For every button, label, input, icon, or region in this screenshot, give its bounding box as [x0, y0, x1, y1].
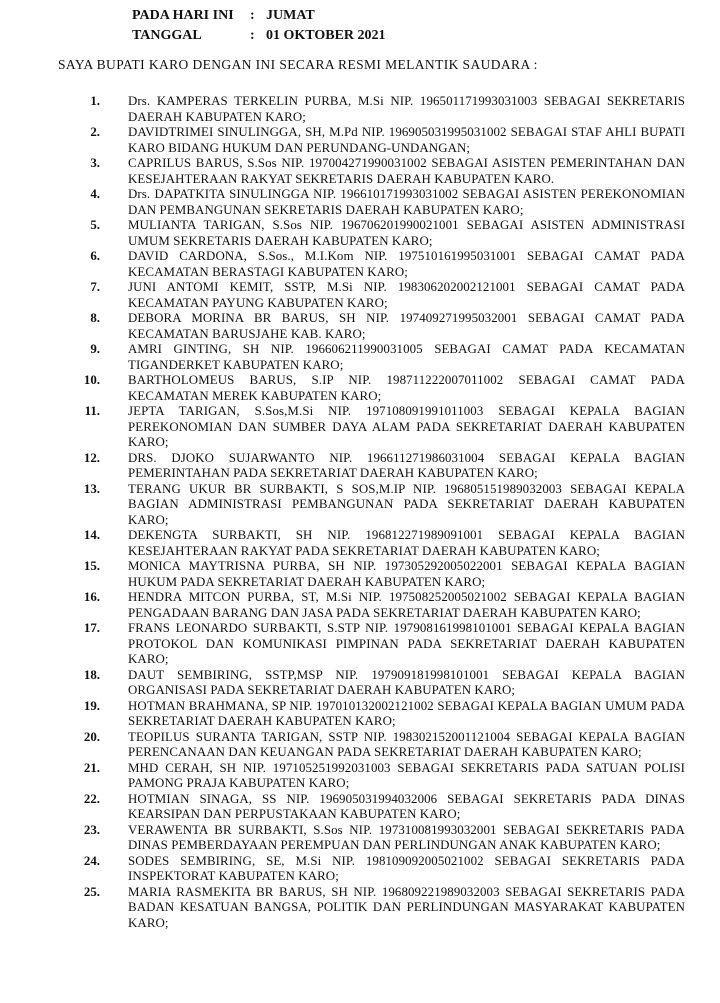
item-number: 7. — [90, 280, 100, 294]
item-text: TERANG UKUR BR SURBAKTI, S SOS,M.IP NIP. 196805151989032003 SEBAGAI KEPALA BAGIAN ADMINISTRASI PEMBANGUNAN PADA SEKRETARIAT DAERAH KABUPATEN KARO; — [128, 481, 685, 527]
item-number: 6. — [90, 249, 100, 263]
list-item — [58, 730, 688, 761]
item-number: 17. — [83, 621, 100, 635]
item-text: TEOPILUS SURANTA TARIGAN, SSTP NIP. 198302152001121004 SEBAGAI KEPALA BAGIAN PERENCANAAN DAN KEUANGAN PADA SEKRETARIAT DAERAH KABUPATEN KARO; — [128, 729, 685, 759]
day-row — [132, 6, 552, 26]
item-text: DAVID CARDONA, S.Sos., M.I.Kom NIP. 197510161995031001 SEBAGAI CAMAT PADA KECAMATAN BERASTAGI KABUPATEN KARO; — [128, 249, 685, 279]
item-number: 5. — [90, 218, 100, 232]
item-number: 8. — [90, 311, 100, 325]
item-text: DEKENGTA SURBAKTI, SH NIP. 196812271989091001 SEBAGAI KEPALA BAGIAN KESEJAHTERAAN RAKYAT PADA SEKRETARIAT DAERAH KABUPATEN KARO; — [128, 528, 685, 558]
item-text: HENDRA MITCON PURBA, ST, M.Si NIP. 197508252005021002 SEBAGAI KEPALA BAGIAN PENGADAAN BARANG DAN JASA PADA SEKRETARIAT DAERAH KABUPATEN KARO; — [128, 590, 685, 620]
list-item — [58, 590, 688, 621]
list-item — [58, 404, 688, 451]
item-number: 2. — [90, 125, 100, 139]
date-value: 01 OKTOBER 2021 — [266, 28, 386, 43]
list-item — [58, 156, 688, 187]
item-text: MARIA RASMEKITA BR BARUS, SH NIP. 196809221989032003 SEBAGAI SEKRETARIS PADA BADAN KESATUAN BANGSA, POLITIK DAN PERLINDUNGAN MASYARAKAT KABUPATEN KARO; — [128, 884, 685, 930]
list-item — [58, 761, 688, 792]
item-number: 22. — [83, 791, 100, 806]
list-item — [58, 311, 688, 342]
item-number: 11. — [84, 404, 100, 418]
item-number: 10. — [83, 373, 100, 387]
item-number: 1. — [90, 94, 100, 108]
appointee-list — [58, 94, 688, 931]
list-item — [58, 342, 688, 373]
item-text: JUNI ANTOMI KEMIT, SSTP, M.Si NIP. 198306202002121001 SEBAGAI CAMAT PADA KECAMATAN PAYUNG KABUPATEN KARO; — [128, 280, 685, 310]
list-item — [58, 280, 688, 311]
item-text: MHD CERAH, SH NIP. 197105251992031003 SEBAGAI SEKRETARIS PADA SATUAN POLISI PAMONG PRAJA KABUPATEN KARO; — [128, 760, 685, 790]
item-number: 13. — [83, 481, 100, 496]
item-text: DRS. DJOKO SUJARWANTO NIP. 196611271986031004 SEBAGAI KEPALA BAGIAN PEMERINTAHAN PADA SEKRETARIAT DAERAH KABUPATEN KARO; — [128, 450, 685, 480]
item-number: 21. — [83, 760, 100, 775]
list-item — [58, 218, 688, 249]
item-text: SODES SEMBIRING, SE, M.Si NIP. 198109092005021002 SEBAGAI SEKRETARIS PADA INSPEKTORAT KABUPATEN KARO; — [128, 853, 685, 883]
date-row — [132, 26, 552, 46]
item-number: 16. — [83, 590, 100, 604]
list-item — [58, 621, 688, 668]
item-number: 14. — [83, 528, 100, 542]
list-item — [58, 792, 688, 823]
item-text: AMRI GINTING, SH NIP. 196606211990031005 SEBAGAI CAMAT PADA KECAMATAN TIGANDERKET KABUPATEN KARO; — [128, 342, 685, 372]
list-item — [58, 482, 688, 529]
item-text: Drs. DAPATKITA SINULINGGA NIP. 196610171993031002 SEBAGAI ASISTEN PEREKONOMIAN DAN PEMBANGUNAN SEKRETARIS DAERAH KABUPATEN KARO; — [128, 187, 685, 217]
document-header — [132, 6, 552, 46]
item-number: 15. — [83, 559, 100, 573]
item-text: DEBORA MORINA BR BARUS, SH NIP. 197409271995032001 SEBAGAI CAMAT PADA KECAMATAN BARUSJAHE KAB. KARO; — [128, 311, 685, 341]
item-text: BARTHOLOMEUS BARUS, S.IP NIP. 198711222007011002 SEBAGAI CAMAT PADA KECAMATAN MEREK KABUPATEN KARO; — [128, 373, 685, 403]
list-item — [58, 528, 688, 559]
day-label: PADA HARI INI — [132, 8, 234, 23]
item-text: DAUT SEMBIRING, SSTP,MSP NIP. 197909181998101001 SEBAGAI KEPALA BAGIAN ORGANISASI PADA SEKRETARIAT DAERAH KABUPATEN KARO; — [128, 667, 685, 697]
list-item — [58, 699, 688, 730]
item-text: Drs. KAMPERAS TERKELIN PURBA, M.Si NIP. 196501171993031003 SEBAGAI SEKRETARIS DAERAH KABUPATEN KARO; — [128, 94, 685, 124]
item-number: 9. — [90, 342, 100, 356]
item-number: 18. — [83, 667, 100, 682]
list-item — [58, 187, 688, 218]
item-number: 25. — [83, 884, 100, 899]
list-item — [58, 94, 688, 125]
item-text: CAPRILUS BARUS, S.Sos NIP. 197004271990031002 SEBAGAI ASISTEN PEMERINTAHAN DAN KESEJAHTERAAN RAKYAT SEKRETARIS DAERAH KABUPATEN KARO. — [128, 156, 685, 186]
list-item — [58, 885, 688, 932]
item-number: 12. — [83, 450, 100, 465]
item-text: FRANS LEONARDO SURBAKTI, S.STP NIP. 197908161998101001 SEBAGAI KEPALA BAGIAN PROTOKOL DAN KOMUNIKASI PIMPINAN PADA SEKRETARIAT DAERAH KABUPATEN KARO; — [128, 621, 685, 666]
list-item — [58, 668, 688, 699]
date-separator: : — [250, 28, 255, 43]
item-text: HOTMAN BRAHMANA, SP NIP. 197010132002121002 SEBAGAI KEPALA BAGIAN UMUM PADA SEKRETARIAT DAERAH KABUPATEN KARO; — [128, 698, 685, 728]
item-number: 24. — [83, 853, 100, 868]
item-text: JEPTA TARIGAN, S.Sos,M.Si NIP. 197108091991011003 SEBAGAI KEPALA BAGIAN PEREKONOMIAN DAN SUMBER DAYA ALAM PADA SEKRETARIAT DAERAH KABUPATEN KARO; — [128, 404, 685, 449]
day-value: JUMAT — [266, 8, 315, 23]
list-item — [58, 249, 688, 280]
list-item — [58, 854, 688, 885]
item-number: 3. — [90, 156, 100, 170]
item-number: 23. — [83, 822, 100, 837]
item-text: DAVIDTRIMEI SINULINGGA, SH, M.Pd NIP. 196905031995031002 SEBAGAI STAF AHLI BUPATI KARO BIDANG HUKUM DAN PERUNDANG-UNDANGAN; — [128, 125, 685, 155]
item-number: 20. — [83, 729, 100, 744]
day-separator: : — [250, 8, 255, 23]
list-item — [58, 373, 688, 404]
list-item — [58, 451, 688, 482]
list-item — [58, 125, 688, 156]
intro-statement: SAYA BUPATI KARO DENGAN INI SECARA RESMI MELANTIK SAUDARA : — [58, 57, 538, 72]
list-item — [58, 823, 688, 854]
item-number: 19. — [83, 698, 100, 713]
list-item — [58, 559, 688, 590]
date-label: TANGGAL — [132, 28, 202, 43]
item-text: HOTMIAN SINAGA, SS NIP. 196905031994032006 SEBAGAI SEKRETARIS PADA DINAS KEARSIPAN DAN PERPUSTAKAAN KABUPATEN KARO; — [128, 791, 685, 821]
item-text: MULIANTA TARIGAN, S.Sos NIP. 196706201990021001 SEBAGAI ASISTEN ADMINISTRASI UMUM SEKRETARIS DAERAH KABUPATEN KARO; — [128, 218, 685, 248]
item-text: VERAWENTA BR SURBAKTI, S.Sos NIP. 197310081993032001 SEBAGAI SEKRETARIS PADA DINAS PEMBERDAYAAN PEREMPUAN DAN PERLINDUNGAN ANAK KABUPATEN KARO; — [128, 822, 685, 852]
item-number: 4. — [90, 187, 100, 201]
item-text: MONICA MAYTRISNA PURBA, SH NIP. 197305292005022001 SEBAGAI KEPALA BAGIAN HUKUM PADA SEKRETARIAT DAERAH KABUPATEN KARO; — [128, 559, 685, 589]
